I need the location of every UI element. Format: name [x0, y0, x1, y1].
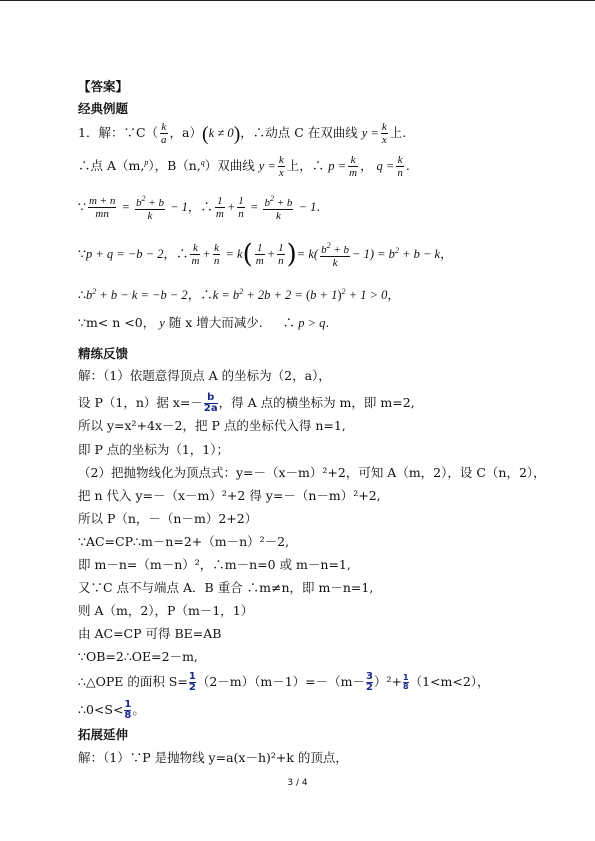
practice-line-10: 又∵C 点不与端点 A．B 重合 ∴m≠n，即 m－n=1,	[78, 580, 374, 595]
classic-line-5: $\therefore b^2 + b - k = -b - 2$，∴k = $b^2 + 2b + 2 = (b + 1)^2 + 1 > 0$，	[78, 287, 400, 302]
practice-line-5: （2）把抛物线化为顶点式：y=－（x－m）²+2，可知 A（m，2），设 C（n，2），	[78, 465, 546, 480]
fraction-1-over-8-small: $\frac{1}{8}$	[402, 673, 409, 691]
classic-line-3: ∵ $\frac{m + n}{mn}$ = $\frac{b^2 + b}{k}$ − 1，∴ $\frac{1}{m}$ + $\frac{1}{n}$ = $\frac{b^2 + b}{k}$ − 1.	[78, 194, 321, 222]
practice-line-9: 即 m－n=（m－n）²，∴m－n=0 或 m－n=1,	[78, 557, 351, 572]
practice-line-7: 所以 P（n，－（n－m）2+2）	[78, 511, 258, 526]
fraction-3-over-2: $\frac{3}{2}$	[366, 671, 373, 693]
fraction-b-over-2a: $\frac{b}{2a}$	[203, 392, 218, 414]
fraction-1-over-2: $\frac{1}{2}$	[188, 671, 196, 693]
section-classic-title: 经典例题	[78, 101, 129, 116]
practice-line-14: ∴△OPE 的面积 S= $\frac{1}{2}$ （2－m）（m－1）=－（m－ $\frac{3}{2}$ ）²+ $\frac{1}{8}$ （1<m<2），	[78, 671, 490, 693]
practice-line-13: ∵OB=2∴OE=2－m,	[78, 649, 198, 664]
extension-line-1: 解：（1）∵P 是抛物线 y=a(x－h)²+k 的顶点，	[78, 750, 348, 765]
classic-line-2: ∴点 A（m,$^p$），B（n,$^q$）双曲线 y = $\frac{k}{x}$ 上，∴ p = $\frac{k}{m}$ ， q = $\frac{k}{n}$ .	[78, 154, 410, 179]
practice-line-2: 设 P（1，n）据 x=－ $\frac{b}{2a}$ ，得 A 点的横坐标为 m，即 m=2,	[78, 392, 415, 414]
practice-line-12: 由 AC=CP 可得 BE=AB	[78, 626, 222, 641]
section-practice-title: 精练反馈	[78, 346, 129, 361]
answer-header: 【答案】	[78, 79, 129, 94]
fraction-1-over-8: $\frac{1}{8}$	[124, 699, 132, 721]
top-border	[0, 0, 595, 1]
practice-line-4: 即 P 点的坐标为（1，1）；	[78, 442, 230, 457]
classic-line-1: 1．解：∵C（ $\frac{k}{a}$ ，a）(k ≠ 0)，∴动点 C 在双曲线 y = $\frac{k}{x}$ 上.	[78, 121, 407, 146]
practice-line-1: 解：（1）依题意得顶点 A 的坐标为（2，a），	[78, 368, 331, 383]
classic-line-4: ∵p + q = −b − 2，∴ $\frac{k}{m}$ + $\frac{k}{n}$ = k( $\frac{1}{m}$ + $\frac{1}{n}$ )= k( $\frac{b^2 + b}{k}$ − $1) = b^2 + b - k$，	[78, 239, 453, 270]
practice-line-3: 所以 y=x²+4x－2，把 P 点的坐标代入得 n=1,	[78, 418, 346, 433]
section-extension-title: 拓展延伸	[78, 727, 129, 742]
practice-line-15: ∴0<S< $\frac{1}{8}$ 。	[78, 699, 145, 721]
practice-line-11: 则 A（m，2），P（m－1，1）	[78, 603, 254, 618]
practice-line-6: 把 n 代入 y=－（x－m）²+2 得 y=－（n－m）²+2,	[78, 488, 381, 503]
classic-line-6: ∵m< n <0， y 随 x 增大而减少. ∴ p > q.	[78, 315, 330, 330]
practice-line-8: ∵AC=CP∴m－n=2+（m－n）²－2,	[78, 534, 290, 549]
page-number: 3 / 4	[287, 778, 308, 788]
